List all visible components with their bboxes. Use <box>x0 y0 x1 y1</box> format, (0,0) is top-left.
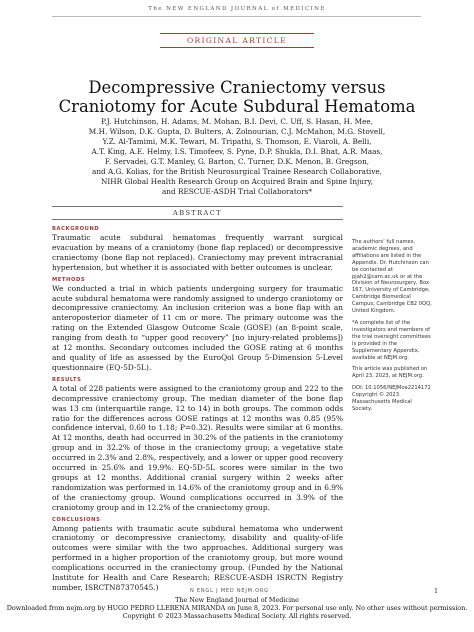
section-text: Traumatic acute subdural hematomas frequently warrant surgical evacuation by means of a craniotomy (bone flap replaced) or decompressive craniectomy (bone flap not replaced). Craniectomy may prevent intracranial hypertension, but whether it is associated with better outcomes is unclear. <box>52 233 343 272</box>
section-heading: BACKGROUND <box>52 226 100 232</box>
abstract-body <box>52 223 343 596</box>
journal-name: The NEW ENGLAND JOURNAL of MEDICINE <box>148 6 326 12</box>
journal-citation: N ENGL J MED NEJM.ORG <box>190 588 269 594</box>
author-list <box>60 117 414 197</box>
section-text: A total of 228 patients were assigned to the craniotomy group and 222 to the decompressive craniectomy group. The median diameter of the bone flap was 13 cm (interquartile range, 12 to 14) in both groups. The common odds ratio for the differences across GOSE ratings at 12 months was 0.85 (95% confidence interval, 0.60 to 1.18; P=0.32). Results were similar at 6 months. At 12 months, death had occurred in 30.2% of the patients in the craniotomy group and in 32.2% of those in the craniectomy group; a vegetative state occurred in 2.3% and 2.8%, respectively, and a lower or upper good recovery occurred in 25.6% and 19.9%. EQ-5D-5L scores were similar in the two groups at 12 months. Additional cranial surgery within 2 weeks after randomization was performed in 14.6% of the craniotomy group and in 6.9% of the craniectomy group. Wound complications occurred in 3.9% of the craniotomy group and in 12.2% of the craniectomy group. <box>52 383 343 512</box>
copyright-notice: Copyright © 2023 Massachusetts Medical Society. All rights reserved. <box>122 612 352 620</box>
author-line: F. Servadei, G.T. Manley, G. Barton, C. Turner, D.K. Menon, B. Gregson, <box>104 157 370 166</box>
journal-footer-name: The New England Journal of Medicine <box>175 596 299 604</box>
article-title <box>40 78 434 116</box>
download-info: Downloaded from nejm.org by HUGO PEDRO LLERENA MIRANDA on June 8, 2023. For personal use only. No other uses without permission. <box>6 604 468 612</box>
abstract-section-background <box>52 225 343 273</box>
author-line: and RESCUE-ASDH Trial Collaborators* <box>161 187 313 196</box>
article-type-badge: ORIGINAL ARTICLE <box>160 33 314 48</box>
download-notice <box>0 596 474 620</box>
abstract-section-conclusions <box>52 516 343 593</box>
abstract-section-methods <box>52 276 343 373</box>
author-line: P.J. Hutchinson, H. Adams, M. Mohan, B.I. Devi, C. Uff, S. Hasan, H. Mee, <box>100 117 374 126</box>
investigators-note: *A complete list of the investigators and members of the trial oversight committees is provided in the Supplementary Appendix, available at NEJM.org. <box>352 319 431 361</box>
section-text: Among patients with traumatic acute subdural hematoma who underwent craniotomy or decompressive craniectomy, disability and quality-of-life outcomes were similar with the two approaches. Additional surgery was performed in a higher proportion of the craniotomy group, but more wound complications occurred in the craniectomy group. (Funded by the National Institute for Health and Care Research; RESCUE-ASDH ISRCTN Registry number, ISRCTN87370545.) <box>52 523 343 592</box>
publication-date-note: This article was published on April 23, 2023, at NEJM.org. <box>352 366 428 380</box>
page-number: 1 <box>434 587 439 595</box>
sidebar-notes <box>352 239 432 418</box>
author-line: Y.Z. Al-Tamimi, M.K. Tewari, M. Tripathi, S. Thomson, E. Viaroli, A. Belli, <box>102 137 372 146</box>
section-heading: METHODS <box>52 276 86 283</box>
section-heading: RESULTS <box>52 376 82 383</box>
author-line: M.H. Wilson, D.K. Gupta, D. Bulters, A. Zolnourian, C.J. McMahon, M.G. Stovell, <box>88 127 386 136</box>
header-divider <box>52 16 421 17</box>
section-text: We conducted a trial in which patients undergoing surgery for traumatic acute subdural hematoma were randomly assigned to undergo craniotomy or decompressive craniectomy. An inclusion criterion was a bone flap with an anteroposterior diameter of 11 cm or more. The primary outcome was the rating on the Extended Glasgow Outcome Scale (GOSE) (an 8-point scale, ranging from death to “upper good recovery” [no injury-related problems]) at 12 months. Secondary outcomes included the GOSE rating at 6 months and quality of life as assessed by the EuroQol Group 5-Dimension 5-Level questionnaire (EQ-5D-5L). <box>52 283 343 372</box>
title-line-1: Decompressive Craniectomy versus <box>88 78 386 97</box>
section-heading: CONCLUSIONS <box>52 516 101 523</box>
author-line: A.T. King, A.E. Helmy, I.S. Timofeev, S. Pyne, D.P. Shukla, D.I. Bhat, A.R. Maas, <box>91 147 383 156</box>
author-line: NIHR Global Health Research Group on Acquired Brain and Spine Injury, <box>101 177 373 186</box>
title-line-2: Craniotomy for Acute Subdural Hematoma <box>58 97 416 116</box>
author-line: and A.G. Kolias, for the British Neurosurgical Trainee Research Collaborative, <box>91 167 383 176</box>
abstract-heading: ABSTRACT <box>52 206 343 220</box>
abstract-section-results <box>52 376 343 513</box>
author-affiliation-note: The authors’ full names, academic degrees, and affiliations are listed in the Appendix. Dr. Hutchinson can be contacted at pjah2@cam.ac.uk or at the Division of Neurosurgery, Box 167, University of Cambridge, Cambridge Biomedical Campus, Cambridge CB2 0QQ, United Kingdom. <box>352 239 432 315</box>
doi-copyright-note: DOI: 10.1056/NEJMoa2214172 Copyright © 2023 Massachusetts Medical Society. <box>352 385 431 412</box>
